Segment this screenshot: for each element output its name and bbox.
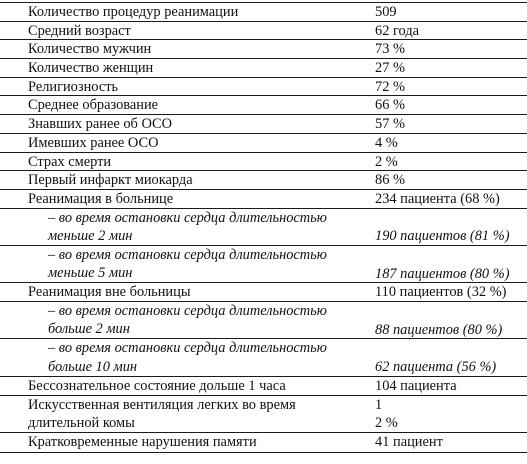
table-row — [0, 171, 527, 190]
row-value-line-1: 1 — [375, 396, 383, 413]
row-label: – во время остановки сердца длительностью больше 10 мин — [48, 340, 327, 375]
row-label: Средний возраст — [28, 22, 131, 39]
table-row — [0, 40, 527, 59]
table-row — [0, 78, 527, 97]
row-label: Кратковременные нарушения памяти — [28, 433, 257, 450]
table-row — [0, 377, 527, 396]
row-label: Страх смерти — [28, 153, 112, 170]
table-row — [0, 96, 527, 115]
row-value: 41 пациент — [375, 433, 443, 450]
row-label: – во время остановки сердца длительностью больше 2 мин — [48, 303, 327, 338]
table-row — [0, 283, 527, 302]
table-row — [0, 190, 527, 209]
row-label: Первый инфаркт миокарда — [28, 172, 193, 189]
row-value-line-2: 2 % — [375, 414, 398, 431]
table-row — [0, 134, 527, 153]
row-value: 86 % — [375, 172, 405, 189]
row-value: 57 % — [375, 116, 405, 133]
row-label: Искусственная вентиляция легких во время длительной комы — [28, 396, 296, 431]
table-row — [0, 59, 527, 78]
table-row — [0, 3, 527, 22]
row-label: Количество мужчин — [28, 41, 152, 58]
row-value: 190 пациентов (81 %) — [375, 228, 510, 245]
row-value: 62 пациента (56 %) — [375, 359, 497, 376]
row-label: Количество женщин — [28, 60, 154, 77]
table-row — [0, 22, 527, 41]
row-value: 73 % — [375, 41, 405, 58]
row-label: Бессознательное состояние дольше 1 часа — [28, 377, 286, 394]
row-label: Имевших ранее ОСО — [28, 134, 159, 151]
row-label: Среднее образование — [28, 97, 159, 114]
table-row — [0, 433, 527, 452]
table-row — [0, 396, 527, 433]
row-value: 509 — [375, 4, 397, 20]
row-value: 62 года — [375, 22, 420, 39]
row-label: – во время остановки сердца длительностью меньше 2 мин — [48, 209, 327, 244]
row-label: Религиозность — [28, 78, 119, 95]
row-value — [375, 396, 398, 433]
table-row-subitem — [0, 339, 527, 376]
row-value: 4 % — [375, 134, 398, 151]
row-label: Реанимация в больнице — [28, 190, 174, 207]
table-row-subitem — [0, 209, 527, 246]
statistics-table — [0, 2, 527, 453]
row-value: 110 пациентов (32 %) — [375, 284, 507, 301]
row-label: Количество процедур реанимации — [28, 4, 239, 20]
table-row — [0, 115, 527, 134]
row-value: 2 % — [375, 153, 398, 170]
row-value: 187 пациентов (80 %) — [375, 265, 510, 282]
table-row-subitem — [0, 246, 527, 283]
row-value: 88 пациентов (80 %) — [375, 321, 503, 338]
row-label: – во время остановки сердца длительностью меньше 5 мин — [48, 246, 327, 282]
row-value: 104 пациента — [375, 377, 457, 394]
table-row — [0, 153, 527, 172]
row-value: 66 % — [375, 97, 405, 114]
table-row-subitem — [0, 302, 527, 339]
row-label: Реанимация вне больницы — [28, 284, 191, 301]
row-value: 234 пациента (68 %) — [375, 190, 500, 207]
row-value: 72 % — [375, 78, 405, 95]
row-label: Знавших ранее об ОСО — [28, 116, 172, 133]
row-value: 27 % — [375, 60, 405, 77]
